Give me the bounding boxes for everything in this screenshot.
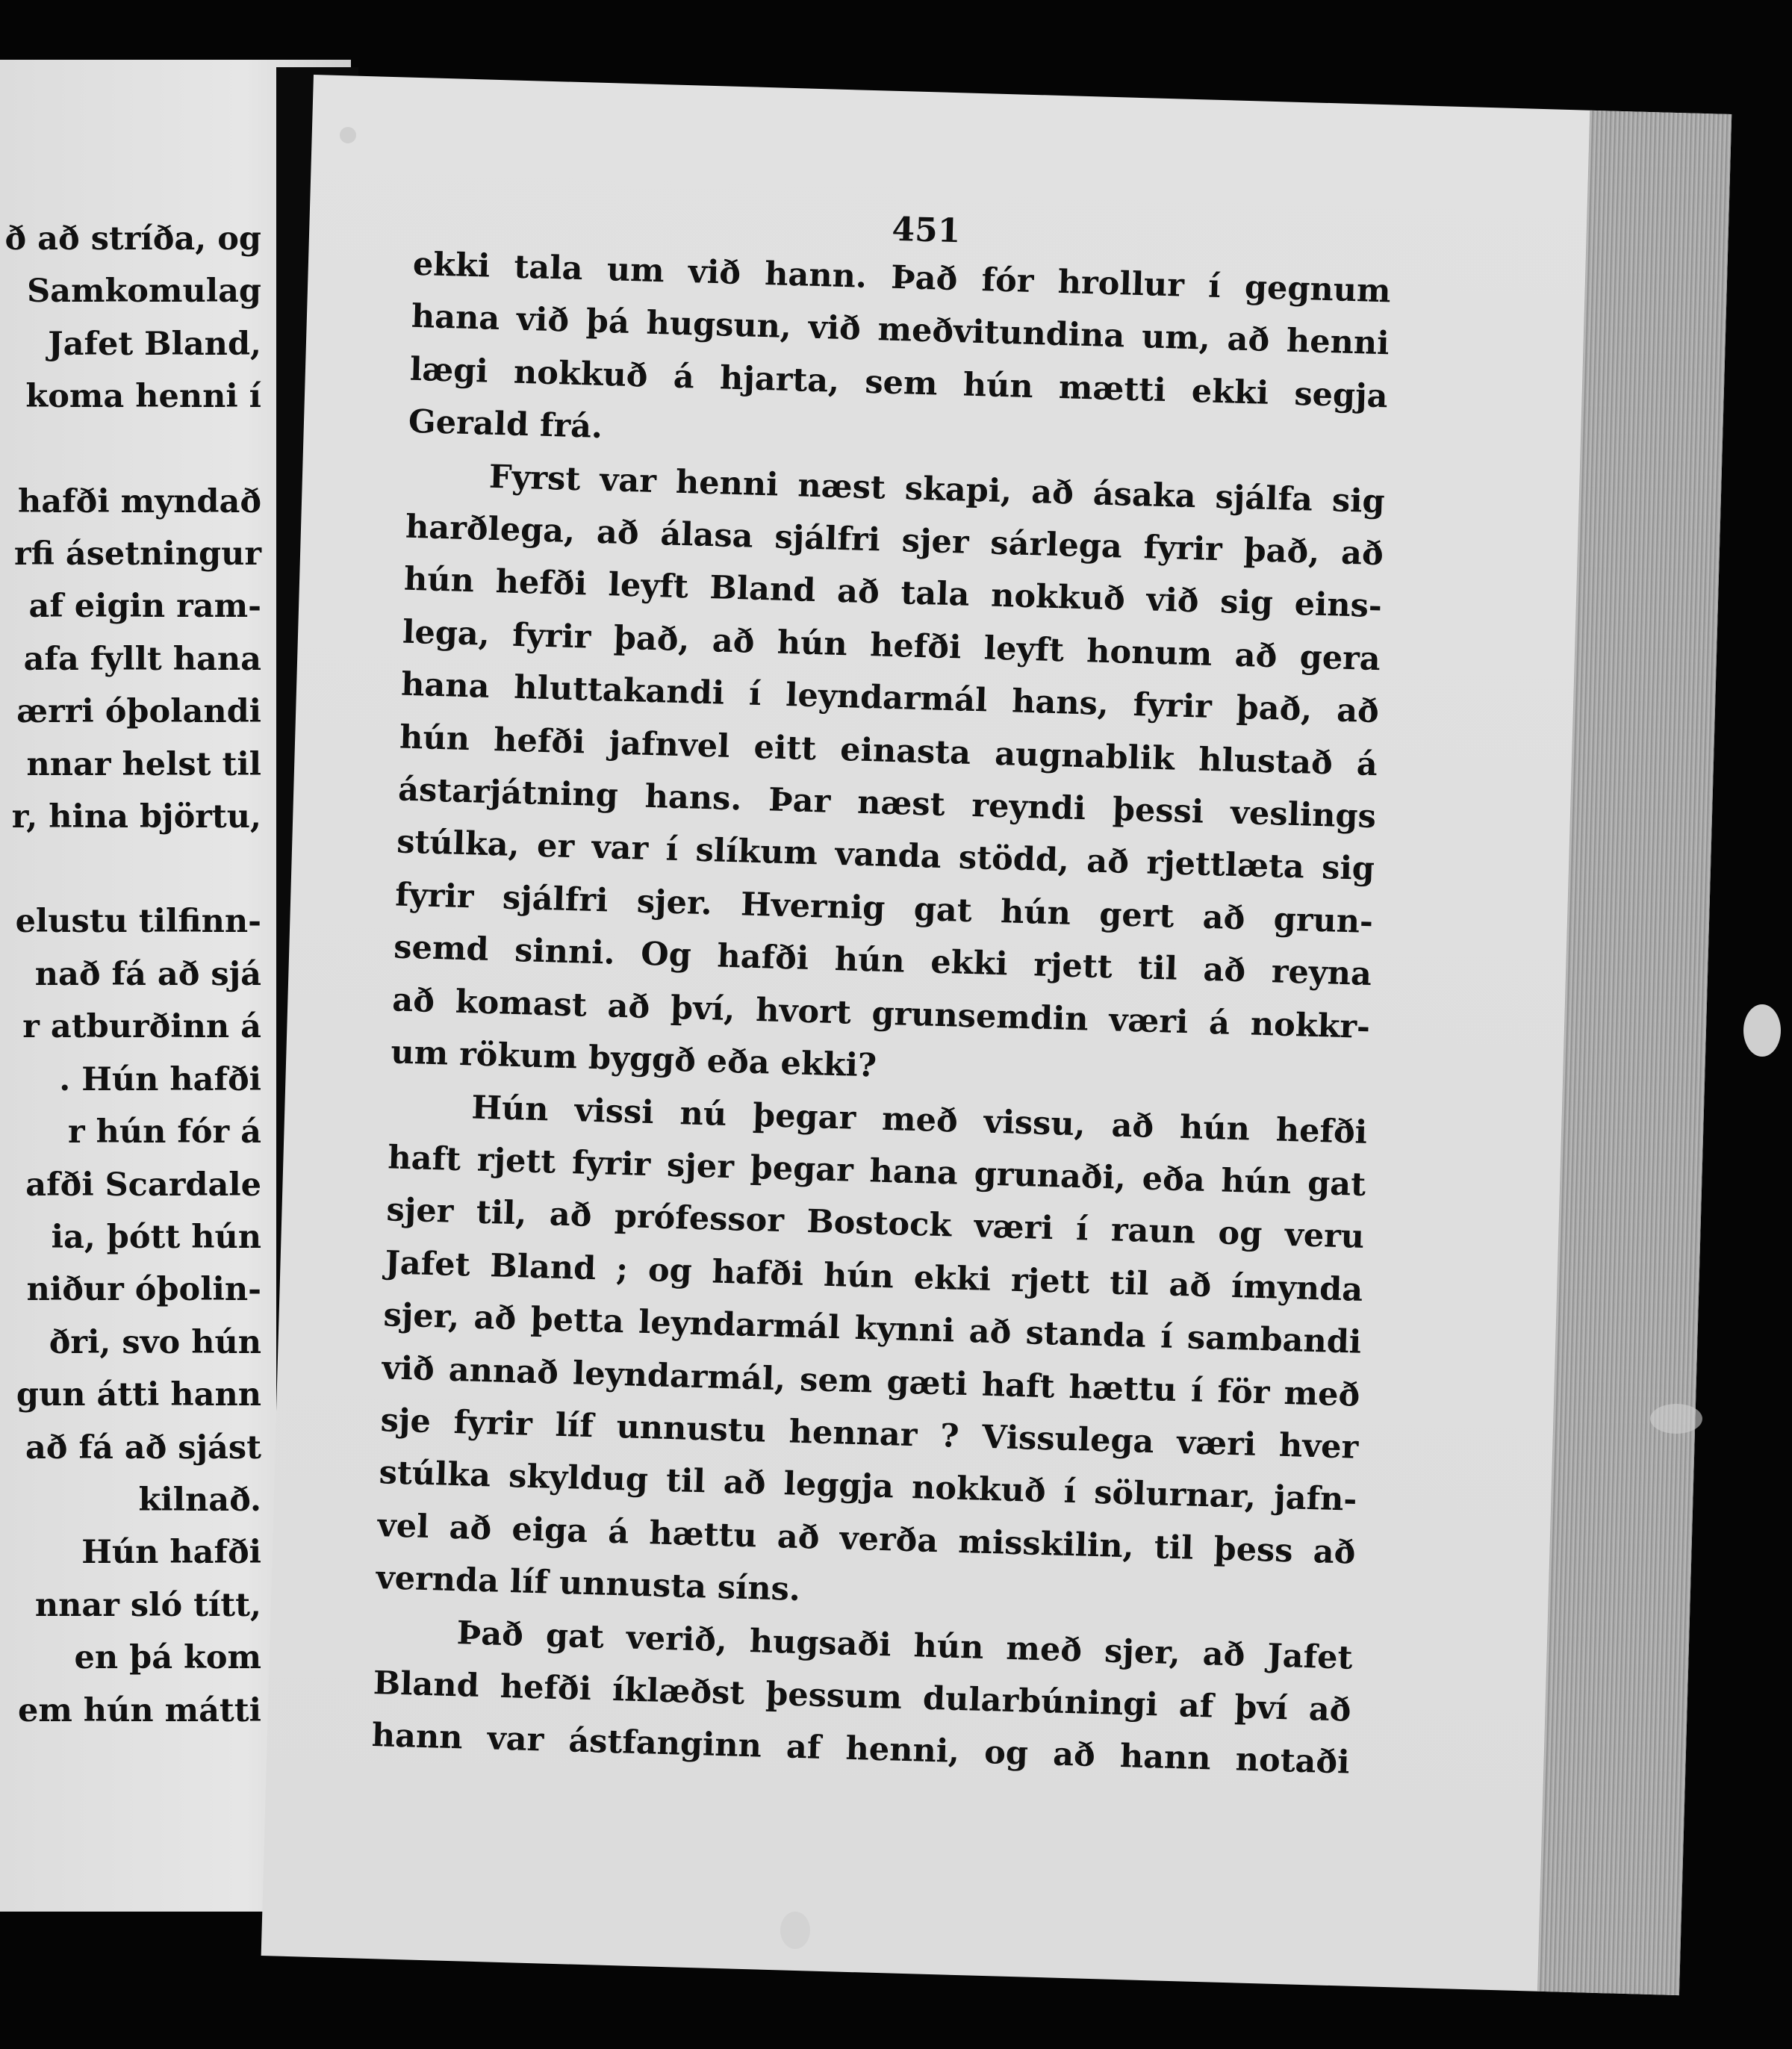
text-line: sje fyrir líf unnustu hennar ? Vissulega væri hver (380, 1402, 1359, 1467)
scan-speck (780, 1912, 810, 1949)
text-line: að komast að því, hvort grunsemdin væri á nokkr- (391, 981, 1371, 1046)
left-line: hafði myndað (18, 482, 261, 520)
left-line: að fá að sjást (25, 1428, 261, 1467)
left-line: nnar sló títt, (34, 1586, 261, 1624)
text-line: ekki tala um við hann. Það fór hrollur í gegnum (412, 245, 1392, 311)
left-line: ðri, svo hún (49, 1323, 261, 1361)
left-line: gun átti hann (16, 1376, 261, 1414)
left-line: r atburðinn á (22, 1008, 261, 1046)
text-line: hún hefði leyft Bland að tala nokkuð við sig eins- (403, 561, 1383, 626)
left-line: en þá kom (74, 1639, 261, 1677)
text-line: hann var ástfanginn af henni, og að hann notaði (371, 1717, 1351, 1782)
left-line: afa fyllt hana (23, 640, 261, 678)
text-line: hana hluttakandi í leyndarmál hans, fyrir það, að (400, 665, 1380, 731)
text-line: Hún vissi nú þegar með vissu, að hún hefði (470, 1088, 1368, 1151)
right-page (261, 75, 1732, 1995)
left-line: elustu tilfinn- (15, 903, 261, 941)
left-line: koma henni í (25, 378, 261, 416)
left-line: nað fá að sjá (34, 955, 261, 993)
text-line: semd sinni. Og hafði hún ekki rjett til að reyna (393, 928, 1372, 994)
left-line: af eigin ram- (28, 588, 261, 626)
scan-speck (1650, 1404, 1702, 1434)
text-line: Bland hefði íklæðst þessum dularbúningi af því að (373, 1664, 1352, 1729)
text-line: vernda líf unnusta síns. (376, 1559, 801, 1609)
left-line: kilnað. (138, 1481, 261, 1519)
left-line: rfi ásetningur (13, 535, 261, 573)
text-line: fyrir sjálfri sjer. Hvernig gat hún gert að grun- (394, 876, 1374, 941)
text-line: Fyrst var henni næst skapi, að ásaka sjálfa sig (488, 458, 1386, 520)
page-edge-stack (1537, 111, 1732, 1995)
text-line: um rökum byggð eða ekki? (390, 1033, 877, 1085)
left-page-text (0, 213, 261, 1737)
left-line: r hún fór á (67, 1113, 261, 1151)
right-page-text (371, 238, 1391, 1790)
left-line: Hún hafði (81, 1534, 261, 1572)
text-line: Jafet Bland ; og hafði hún ekki rjett til að ímynda (384, 1244, 1363, 1309)
text-line: lægi nokkuð á hjarta, sem hún mætti ekki segja (409, 350, 1389, 416)
text-line: harðlega, að álasa sjálfri sjer sárlega fyrir það, að (405, 508, 1384, 573)
text-line: stúlka skyldug til að leggja nokkuð í sölurnar, jafn- (379, 1454, 1357, 1520)
text-line: hún hefði jafnvel eitt einasta augnablik hlustað á (399, 718, 1378, 783)
scan-speck (1743, 1004, 1781, 1057)
scan-speck (340, 127, 356, 143)
left-line: ia, þótt hún (51, 1218, 261, 1256)
left-line: ð að stríða, og (4, 220, 261, 258)
text-line: stúlka, er var í slíkum vanda stödd, að rjettlæta sig (396, 823, 1375, 889)
text-line: Það gat verið, hugsaði hún með sjer, að Jafet (456, 1614, 1354, 1677)
left-line: afði Scardale (25, 1166, 261, 1204)
text-line: vel að eiga á hættu að verða misskilin, til þess að (377, 1506, 1356, 1572)
page-number: 451 (891, 210, 962, 251)
text-line: hana við þá hugsun, við meðvitundina um, að henni (411, 298, 1390, 363)
left-line: Jafet Bland, (48, 325, 261, 363)
text-line: ástarjátning hans. Þar næst reyndi þessi veslings (397, 771, 1377, 836)
left-line-gap (0, 423, 261, 476)
text-line: Gerald frá. (408, 402, 603, 447)
left-line: em hún mátti (17, 1691, 261, 1729)
text-line: við annað leyndarmál, sem gæti haft hættu í för með (381, 1349, 1360, 1414)
text-line: haft rjett fyrir sjer þegar hana grunaði, eða hún gat (387, 1139, 1366, 1204)
text-line: lega, fyrir það, að hún hefði leyft honum að gera (402, 613, 1381, 679)
left-line-gap (0, 843, 261, 895)
left-line: nnar helst til (26, 745, 261, 783)
text-line: sjer, að þetta leyndarmál kynni að standa í sambandi (382, 1296, 1362, 1361)
left-line: ærri óþolandi (16, 693, 261, 731)
left-line: niður óþolin- (26, 1271, 261, 1309)
left-line: . Hún hafði (59, 1060, 261, 1098)
text-line: sjer til, að prófessor Bostock væri í raun og veru (385, 1191, 1365, 1257)
left-line: r, hina björtu, (11, 798, 261, 836)
left-line: Samkomulag (27, 273, 261, 311)
